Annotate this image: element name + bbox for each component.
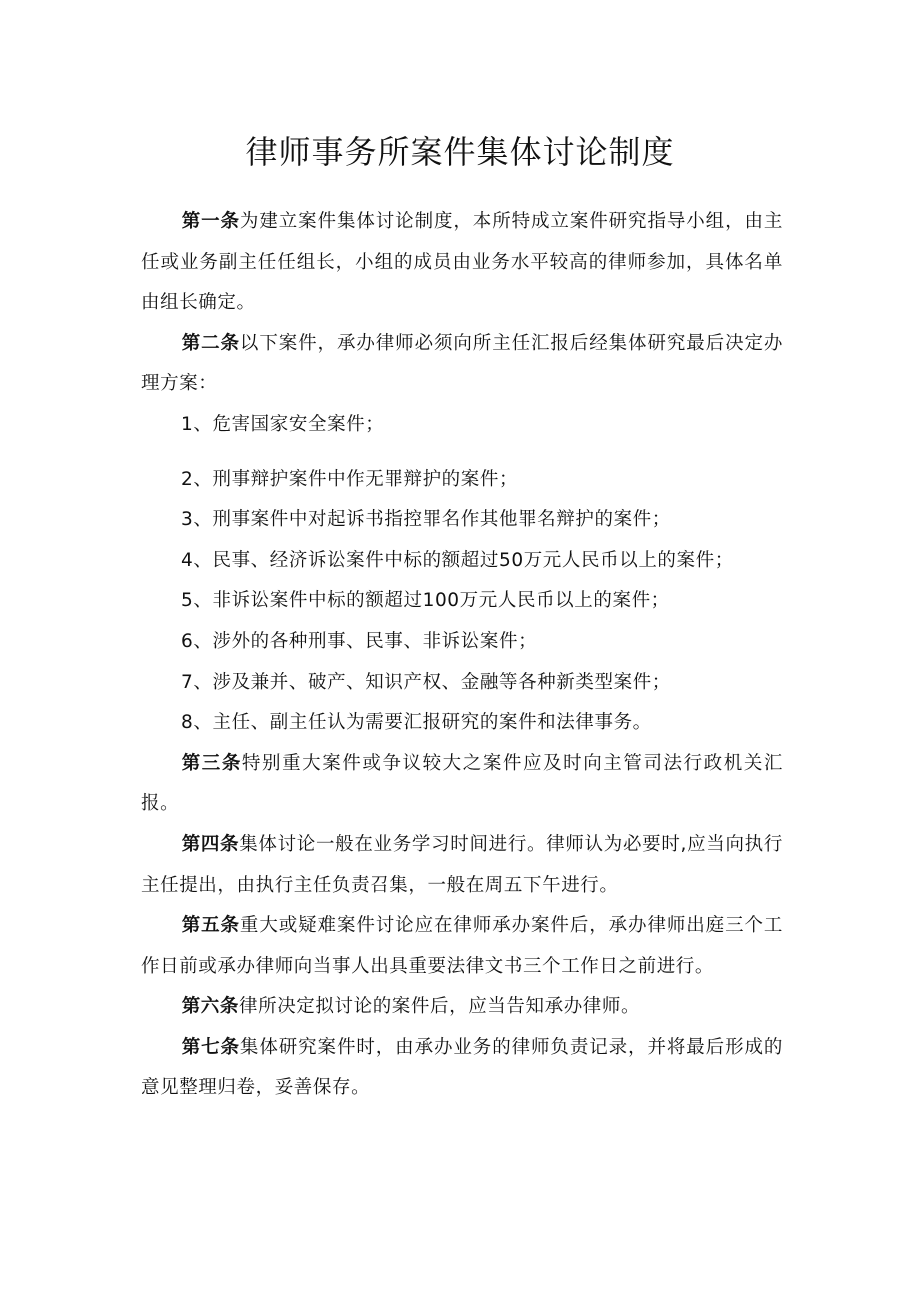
article-6 <box>141 987 783 1028</box>
list-item: 7、涉及兼并、破产、知识产权、金融等各种新类型案件； <box>181 671 671 693</box>
article-2 <box>141 324 783 405</box>
article-text: 特别重大案件或争议较大之案件应及时向主管司法行政机关汇报。 <box>141 752 783 815</box>
list-item: 3、刑事案件中对起诉书指控罪名作其他罪名辩护的案件； <box>181 509 671 531</box>
article-text: 为建立案件集体讨论制度，本所特成立案件研究指导小组，由主任或业务副主任任组长，小组的成员由业务水平较高的律师参加，具体名单由组长确定。 <box>141 211 783 314</box>
list-item: 2、刑事辩护案件中作无罪辩护的案件； <box>181 468 519 490</box>
article-5 <box>141 906 783 987</box>
article-heading: 第一条 <box>181 211 240 232</box>
article-text: 律所决定拟讨论的案件后，应当告知承办律师。 <box>239 996 641 1018</box>
list-item: 4、民事、经济诉讼案件中标的额超过50万元人民币以上的案件； <box>181 549 734 571</box>
article-7 <box>141 1028 783 1109</box>
article-heading: 第三条 <box>181 752 242 774</box>
article-heading: 第二条 <box>181 332 240 354</box>
document-body <box>141 202 783 1109</box>
list-item: 6、涉外的各种刑事、民事、非诉讼案件； <box>181 630 538 652</box>
list-item: 8、主任、副主任认为需要汇报研究的案件和法律事务。 <box>181 712 652 734</box>
article-heading: 第六条 <box>181 996 239 1018</box>
article-text: 重大或疑难案件讨论应在律师承办案件后，承办律师出庭三个工作日前或承办律师向当事人出具重要法律文书三个工作日之前进行。 <box>141 915 783 977</box>
article-text: 集体研究案件时，由承办业务的律师负责记录，并将最后形成的意见整理归卷，妥善保存。 <box>141 1036 783 1099</box>
article-1 <box>141 202 783 324</box>
article-3 <box>141 744 783 825</box>
article-4 <box>141 825 783 906</box>
list-item: 1、危害国家安全案件； <box>181 413 385 435</box>
article-text: 集体讨论一般在业务学习时间进行。律师认为必要时,应当向执行主任提出，由执行主任负责召集，一般在周五下午进行。 <box>141 833 783 896</box>
article-heading: 第七条 <box>181 1036 240 1058</box>
article-text: 以下案件，承办律师必须向所主任汇报后经集体研究最后决定办理方案： <box>141 332 783 395</box>
document-title: 律师事务所案件集体讨论制度 <box>245 133 675 171</box>
article-heading: 第五条 <box>181 915 240 937</box>
list-item: 5、非诉讼案件中标的额超过100万元人民币以上的案件； <box>181 590 670 612</box>
article-heading: 第四条 <box>181 833 240 855</box>
